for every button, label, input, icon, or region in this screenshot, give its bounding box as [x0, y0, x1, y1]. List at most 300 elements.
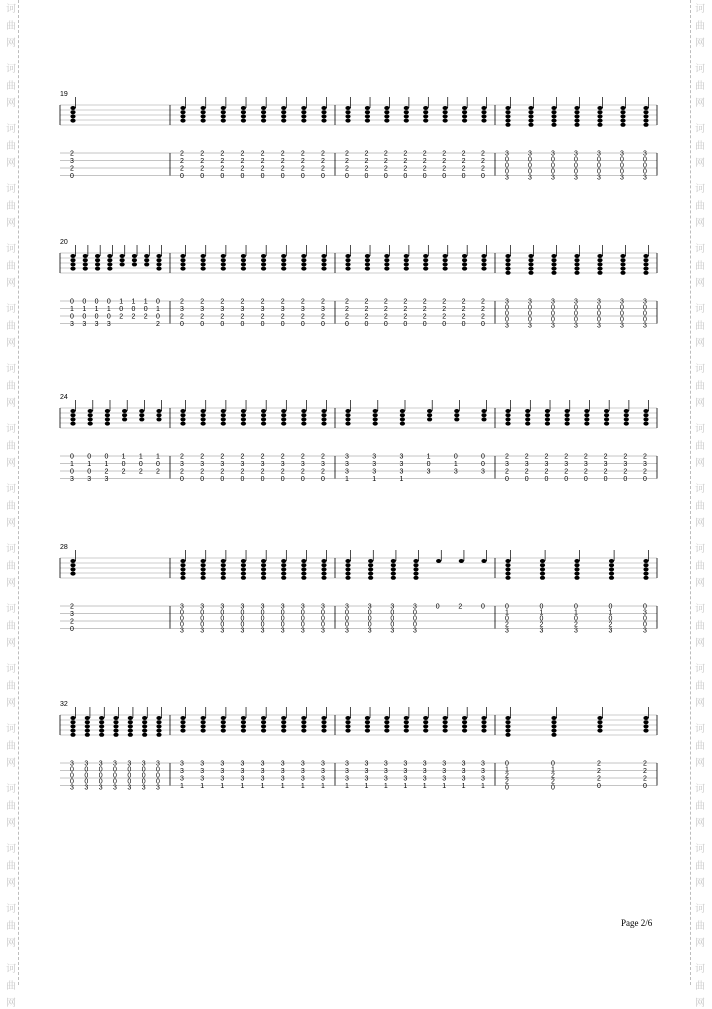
tab-number: 2 — [240, 453, 245, 461]
notehead — [301, 417, 306, 421]
notehead — [241, 567, 246, 571]
tab-number: 3 — [240, 627, 245, 635]
notehead — [404, 258, 409, 262]
tab-number: 0 — [597, 156, 601, 164]
tab-number: 2 — [119, 313, 124, 321]
notehead — [597, 267, 602, 271]
tab-number: 2 — [300, 158, 305, 165]
tab-number: 0 — [528, 310, 532, 318]
tab-number: 3 — [364, 768, 369, 775]
tab-number: 0 — [200, 321, 205, 328]
tab-number: 1 — [403, 783, 408, 790]
notehead — [70, 567, 75, 571]
tab-number: 3 — [413, 603, 417, 611]
watermark-glyph: 诃 — [695, 724, 705, 735]
tab-number: 3 — [260, 461, 265, 468]
tab-number: 0 — [156, 766, 160, 774]
notehead — [201, 729, 206, 733]
notehead — [139, 413, 144, 417]
notehead — [201, 572, 206, 576]
tab-number: 0 — [300, 173, 305, 180]
tab-number: 3 — [551, 298, 555, 306]
notehead — [142, 716, 147, 720]
notehead — [301, 409, 306, 413]
notehead — [423, 267, 428, 271]
tab-number: 3 — [345, 627, 349, 635]
notehead — [156, 409, 161, 413]
tab-number: 3 — [524, 461, 529, 468]
tab-number: 0 — [82, 298, 87, 306]
notehead — [241, 720, 246, 724]
tab-number: 0 — [321, 609, 325, 617]
notehead — [321, 417, 326, 421]
tab-number: 1 — [300, 783, 305, 790]
notehead — [462, 267, 467, 271]
notehead — [180, 106, 185, 110]
notehead — [281, 417, 286, 421]
tab-number: 0 — [597, 304, 601, 312]
tab-number: 0 — [367, 609, 372, 617]
tab-number: 0 — [156, 461, 160, 468]
tab-number: 0 — [643, 615, 647, 623]
notehead — [443, 720, 448, 724]
notehead — [481, 254, 486, 258]
tab-number: 1 — [106, 306, 111, 313]
notehead — [365, 258, 370, 262]
notehead — [301, 254, 306, 258]
tab-number: 3 — [345, 603, 349, 611]
tab-number: 0 — [643, 603, 647, 611]
notehead — [241, 267, 246, 271]
tab-number: 0 — [156, 772, 160, 780]
notehead — [70, 267, 75, 271]
tab-number: 0 — [481, 603, 485, 611]
tab-number: 3 — [528, 322, 532, 330]
tab-number: 0 — [70, 173, 74, 180]
tab-number: 0 — [528, 316, 532, 324]
tab-number: 0 — [345, 173, 349, 180]
notehead — [139, 417, 144, 421]
notehead — [221, 422, 226, 426]
tab-number: 0 — [383, 173, 388, 180]
tab-number: 0 — [260, 173, 265, 180]
tab-number: 0 — [113, 766, 117, 774]
tab-number: 2 — [481, 158, 485, 165]
tab-number: 3 — [240, 768, 245, 775]
tab-number: 3 — [200, 768, 205, 775]
tab-number: 0 — [597, 162, 601, 170]
notehead — [551, 106, 556, 110]
notehead — [365, 110, 370, 114]
tab-number: 2 — [70, 150, 74, 158]
tab-number: 2 — [321, 298, 325, 306]
tab-number: 2 — [643, 768, 647, 775]
tab-number: 1 — [608, 609, 613, 617]
tab-number: 0 — [505, 615, 509, 623]
notehead — [83, 262, 88, 266]
tab-number: 1 — [461, 783, 466, 790]
watermark-glyph: 曲 — [695, 441, 705, 452]
tab-number: 3 — [113, 760, 117, 768]
notehead — [574, 110, 579, 114]
tab-number: 3 — [240, 306, 245, 313]
notehead — [156, 720, 161, 724]
notehead — [643, 576, 648, 580]
watermark-glyph: 曲 — [695, 381, 705, 392]
tab-number: 0 — [280, 609, 285, 617]
tab-number: 2 — [442, 313, 447, 321]
notehead — [301, 724, 306, 728]
tab-number: 3 — [603, 461, 608, 468]
tab-number: 2 — [574, 621, 578, 629]
tab-number: 2 — [403, 165, 408, 173]
notehead — [505, 271, 510, 275]
tab-number: 3 — [200, 306, 205, 313]
tab-number: 3 — [345, 775, 349, 783]
notehead — [120, 258, 125, 262]
tab-number: 2 — [180, 313, 184, 321]
notehead — [373, 417, 378, 421]
tab-number: 2 — [220, 468, 225, 476]
tab-number: 0 — [180, 609, 184, 617]
notehead — [70, 254, 75, 258]
tab-number: 3 — [383, 768, 388, 775]
tab-number: 0 — [84, 778, 89, 786]
tab-number: 3 — [345, 453, 349, 461]
tab-number: 0 — [564, 476, 569, 483]
measure-number: 32 — [60, 701, 68, 708]
watermark-glyph: 曲 — [695, 801, 705, 812]
tab-number: 0 — [453, 453, 458, 461]
notehead — [481, 114, 486, 118]
notehead — [107, 262, 112, 266]
tab-number: 1 — [121, 453, 126, 461]
tab-number: 2 — [481, 306, 485, 313]
notehead — [261, 267, 266, 271]
notehead — [85, 716, 90, 720]
notehead — [365, 729, 370, 733]
notehead — [261, 729, 266, 733]
notehead — [95, 258, 100, 262]
notehead — [301, 262, 306, 266]
tab-number: 0 — [260, 615, 265, 623]
notehead — [574, 267, 579, 271]
tab-number: 2 — [583, 468, 588, 476]
notehead — [132, 262, 137, 266]
notehead — [180, 729, 185, 733]
notehead — [620, 267, 625, 271]
tab-number: 0 — [367, 621, 372, 629]
tab-number: 0 — [345, 609, 349, 617]
notehead — [261, 720, 266, 724]
notehead — [132, 258, 137, 262]
tab-number: 2 — [524, 453, 529, 461]
notehead — [545, 422, 550, 426]
notehead — [620, 258, 625, 262]
tab-number: 2 — [143, 313, 148, 321]
notehead — [505, 413, 510, 417]
notehead — [261, 110, 266, 114]
watermark-glyph: 曲 — [695, 861, 705, 872]
notehead — [365, 114, 370, 118]
notehead — [122, 417, 127, 421]
tab-number: 0 — [608, 603, 613, 611]
notehead — [643, 110, 648, 114]
tab-number: 3 — [70, 158, 74, 165]
watermark-glyph: 曲 — [695, 21, 705, 32]
tab-number: 2 — [280, 150, 285, 158]
notehead — [551, 254, 556, 258]
tab-number: 2 — [280, 453, 285, 461]
tab-number: 2 — [220, 453, 225, 461]
notehead — [70, 409, 75, 413]
notehead — [301, 563, 306, 567]
tab-number: 1 — [156, 453, 160, 461]
notehead — [261, 563, 266, 567]
notehead — [368, 576, 373, 580]
notehead — [423, 114, 428, 118]
tab-number: 2 — [551, 772, 555, 780]
notehead — [301, 110, 306, 114]
tab-number: 0 — [220, 609, 225, 617]
notehead — [574, 262, 579, 266]
notehead — [423, 716, 428, 720]
notehead — [462, 720, 467, 724]
tab-number: 3 — [551, 150, 555, 158]
notehead — [443, 729, 448, 733]
tab-number: 2 — [481, 313, 485, 321]
notehead — [301, 119, 306, 123]
tab-number: 3 — [574, 174, 578, 182]
watermark-glyph: 诃 — [6, 424, 16, 435]
notehead — [201, 559, 206, 563]
tab-number: 0 — [200, 173, 205, 180]
watermark-glyph: 诃 — [6, 904, 16, 915]
notehead — [156, 724, 161, 728]
notehead — [321, 119, 326, 123]
watermark-glyph: 诃 — [695, 364, 705, 375]
tab-number: 3 — [260, 760, 265, 768]
tab-number: 2 — [383, 165, 388, 173]
tab-number: 3 — [551, 174, 555, 182]
tab-number: 0 — [280, 476, 285, 483]
tab-number: 3 — [280, 627, 285, 635]
notehead — [105, 422, 110, 426]
watermark-glyph: 诃 — [695, 604, 705, 615]
tab-number: 2 — [383, 158, 388, 165]
tab-number: 2 — [180, 158, 184, 165]
notehead — [128, 720, 133, 724]
notehead — [620, 271, 625, 275]
tab-number: 0 — [583, 476, 588, 483]
tab-number: 3 — [321, 461, 325, 468]
tab-number: 2 — [461, 313, 466, 321]
notehead — [221, 254, 226, 258]
tab-number: 0 — [321, 476, 325, 483]
notehead — [201, 110, 206, 114]
tab-number: 1 — [364, 783, 369, 790]
notehead — [528, 271, 533, 275]
notehead — [345, 559, 350, 563]
tab-number: 0 — [156, 298, 160, 306]
tab-number: 0 — [280, 615, 285, 623]
tab-number: 0 — [643, 156, 647, 164]
tab-number: 0 — [364, 173, 369, 180]
notehead — [505, 119, 510, 123]
tab-number: 0 — [127, 772, 132, 780]
notehead — [505, 123, 510, 127]
watermark-glyph: 网 — [6, 638, 16, 649]
tab-number: 0 — [603, 476, 608, 483]
watermark-glyph: 曲 — [6, 201, 16, 212]
notehead — [481, 119, 486, 123]
notehead — [70, 262, 75, 266]
tab-number: 2 — [240, 165, 245, 173]
tab-number: 2 — [280, 298, 285, 306]
notehead — [261, 258, 266, 262]
tab-number: 0 — [200, 615, 205, 623]
tab-number: 0 — [300, 615, 305, 623]
notehead — [384, 254, 389, 258]
tab-number: 3 — [200, 461, 205, 468]
notehead — [281, 720, 286, 724]
notehead — [321, 729, 326, 733]
tab-number: 2 — [505, 468, 509, 476]
notehead — [156, 267, 161, 271]
tab-number: 3 — [321, 775, 325, 783]
notehead — [481, 262, 486, 266]
watermark-glyph: 网 — [6, 278, 16, 289]
notehead — [597, 271, 602, 275]
tab-number: 3 — [372, 461, 377, 468]
notehead — [551, 733, 556, 737]
tab-number: 0 — [143, 306, 148, 313]
notehead — [113, 733, 118, 737]
watermark-glyph: 诃 — [695, 4, 705, 15]
tab-number: 3 — [364, 760, 369, 768]
notehead — [261, 417, 266, 421]
notehead — [368, 572, 373, 576]
tab-number: 2 — [220, 313, 225, 321]
tab-number: 3 — [564, 461, 569, 468]
notehead — [321, 254, 326, 258]
measure-number: 28 — [60, 544, 68, 551]
notehead — [83, 258, 88, 262]
watermark-glyph: 曲 — [6, 261, 16, 272]
tab-number: 1 — [422, 783, 427, 790]
notehead — [643, 106, 648, 110]
tab-number: 2 — [70, 603, 74, 611]
notehead — [551, 110, 556, 114]
tab-number: 0 — [597, 168, 601, 176]
notehead — [180, 720, 185, 724]
tab-number: 2 — [200, 158, 205, 165]
notehead — [301, 572, 306, 576]
tab-number: 2 — [422, 150, 427, 158]
watermark-glyph: 诃 — [6, 304, 16, 315]
tab-number: 0 — [84, 766, 89, 774]
notehead — [83, 254, 88, 258]
tab-number: 0 — [544, 476, 549, 483]
notehead — [321, 572, 326, 576]
notehead — [373, 409, 378, 413]
tab-number: 1 — [280, 783, 285, 790]
notehead — [454, 409, 459, 413]
tab-number: 2 — [321, 165, 325, 173]
tab-number: 2 — [458, 603, 463, 611]
notehead — [321, 409, 326, 413]
tab-number: 3 — [481, 468, 485, 476]
tab-number: 2 — [156, 468, 160, 476]
tab-number: 0 — [505, 304, 509, 312]
tab-number: 2 — [539, 621, 544, 629]
tab-number: 0 — [220, 321, 225, 328]
tab-number: 2 — [240, 298, 245, 306]
watermark-glyph: 诃 — [6, 724, 16, 735]
tab-number: 3 — [461, 760, 466, 768]
notehead — [128, 733, 133, 737]
tab-number: 0 — [82, 313, 87, 321]
notehead — [528, 106, 533, 110]
tab-number: 0 — [426, 461, 431, 468]
tab-number: 0 — [390, 621, 395, 629]
notehead — [95, 262, 100, 266]
notehead — [459, 559, 464, 563]
notehead — [221, 114, 226, 118]
tab-number: 3 — [574, 150, 578, 158]
tab-number: 3 — [539, 627, 544, 635]
notehead — [281, 409, 286, 413]
tab-number: 3 — [84, 784, 89, 792]
tab-number: 3 — [94, 321, 99, 328]
tab-number: 3 — [372, 468, 377, 476]
tab-number: 3 — [280, 461, 285, 468]
notehead — [574, 254, 579, 258]
tab-number: 0 — [220, 173, 225, 180]
notehead — [391, 567, 396, 571]
notehead — [261, 114, 266, 118]
notehead — [597, 114, 602, 118]
tab-number: 2 — [403, 306, 408, 313]
notehead — [574, 123, 579, 127]
notehead — [597, 729, 602, 733]
notehead — [525, 409, 530, 413]
watermark-glyph: 曲 — [6, 861, 16, 872]
notehead — [597, 262, 602, 266]
tab-number: 0 — [180, 476, 184, 483]
notehead — [281, 262, 286, 266]
tab-number: 0 — [403, 173, 408, 180]
tab-number: 3 — [300, 627, 305, 635]
tab-number: 2 — [364, 150, 369, 158]
notehead — [643, 123, 648, 127]
watermark-glyph: 曲 — [6, 81, 16, 92]
tab-number: 0 — [643, 168, 647, 176]
tab-number: 2 — [138, 468, 143, 476]
notehead — [443, 262, 448, 266]
tab-number: 0 — [643, 162, 647, 170]
notehead — [345, 119, 350, 123]
tab-number: 3 — [608, 627, 613, 635]
notehead — [565, 417, 570, 421]
tab-number: 0 — [551, 162, 555, 170]
tab-number: 2 — [524, 468, 529, 476]
notehead — [261, 106, 266, 110]
watermark-glyph: 诃 — [695, 664, 705, 675]
notehead — [345, 110, 350, 114]
watermark-glyph: 曲 — [6, 981, 16, 992]
tab-number: 1 — [82, 306, 87, 313]
